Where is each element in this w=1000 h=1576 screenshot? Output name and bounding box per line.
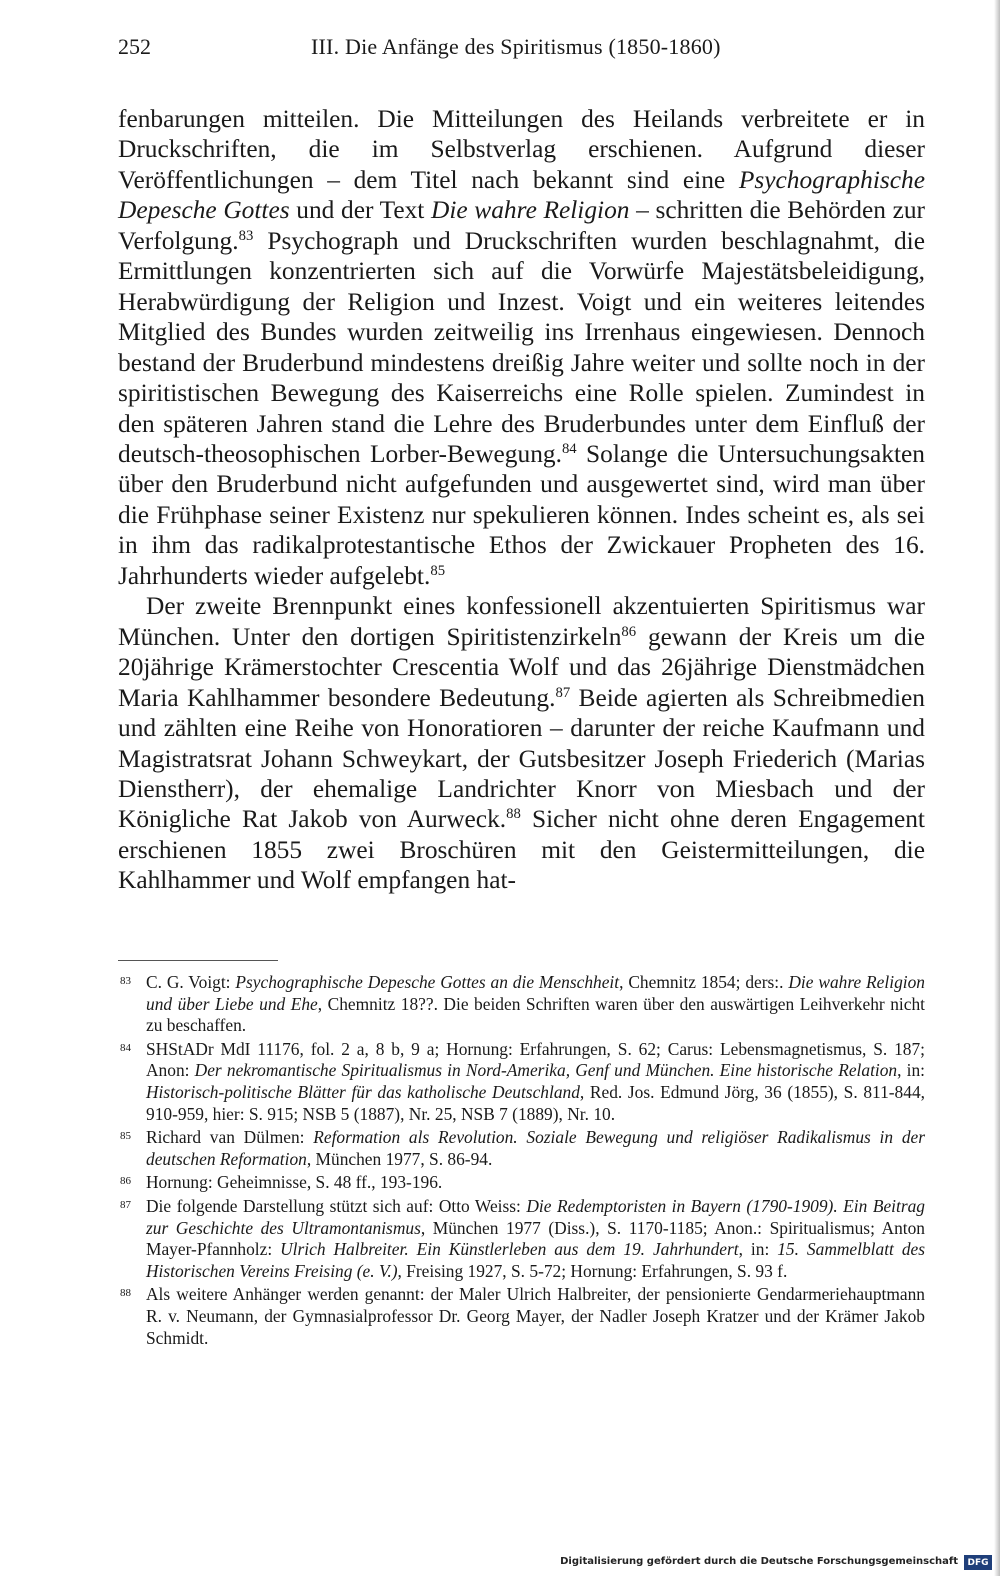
footnote-88 xyxy=(118,1284,925,1349)
footnote-ref-85[interactable]: 85 xyxy=(430,562,446,579)
text-run: und der Text xyxy=(289,196,431,225)
running-header xyxy=(118,34,925,70)
title-die-wahre-religion: Die wahre Religion xyxy=(431,196,630,225)
footnotes xyxy=(118,972,925,1351)
footnote-number: 86 xyxy=(120,1175,131,1188)
footnote-85 xyxy=(118,1127,925,1170)
italic-title: Ulrich Halbreiter. Ein Künstlerleben aus dem 19. Jahrhundert xyxy=(280,1239,739,1260)
italic-title: Reformation als Revolution. Soziale Bewegung und religiöser Radikalismus in der deutschen Reformation xyxy=(146,1127,926,1169)
text-run: Richard van Dülmen: xyxy=(146,1127,314,1148)
footnote-number: 85 xyxy=(120,1130,131,1143)
footnote-ref-84[interactable]: 84 xyxy=(561,440,577,457)
text-run: Die folgende Darstellung stützt sich auf: Otto Weiss: xyxy=(146,1195,527,1216)
footnote-84 xyxy=(118,1039,925,1125)
footnote-number: 87 xyxy=(120,1198,131,1211)
italic-title: 15. Sammelblatt des Historischen Vereins Freising (e. V.) xyxy=(146,1239,925,1281)
footnote-number: 83 xyxy=(120,975,131,987)
footnote-86 xyxy=(118,1172,925,1194)
text-run: , in: xyxy=(897,1060,926,1081)
footnote-83 xyxy=(118,972,925,1037)
italic-title: Psychographische Depesche Gottes an die Menschheit xyxy=(235,972,620,992)
text-run: Hornung: Geheimnisse, S. 48 ff., 193-196. xyxy=(146,1172,443,1193)
footnote-number: 88 xyxy=(120,1287,131,1300)
text-run: , München 1977, S. 86-94. xyxy=(306,1148,493,1169)
dfg-logo: DFG xyxy=(964,1555,992,1570)
text-run: , München 1977 (Diss.), S. 1170-1185; Anon.: Spiritualismus; Anton Mayer-Pfannholz: xyxy=(146,1217,925,1260)
paragraph-2 xyxy=(118,591,925,896)
text-run: – schritten die Behörden zur Verfolgung. xyxy=(118,196,926,255)
digitization-credit: Digitalisierung gefördert durch die Deutsche Forschungsgemeinschaft xyxy=(560,1556,958,1567)
text-run: Solange die Untersuchungsakten über den Bruderbund nicht aufgefunden und ausgewertet sind, wird man über die Frühphase seiner Existenz nur spekulieren können. Indes scheint es, als sei in ihm das radikalprotestantische Ethos der Zwickauer Propheten des 16. Jahrhunderts wieder aufgelebt. xyxy=(118,439,925,590)
main-text xyxy=(118,104,925,896)
footnote-ref-83[interactable]: 83 xyxy=(238,227,254,244)
text-run: Psychograph und Druckschriften wurden beschlagnahmt, die Ermittlungen konzentrierten sich auf die Vorwürfe Majestätsbeleidigung, Herabwürdigung der Religion und Inzest. Voigt und ein weiteres leitendes Mitglied des Bundes wurden zeitweilig ins Irrenhaus eingewiesen. Dennoch bestand der Bruderbund mindestens dreißig Jahre weiter und sollte noch in der spiritistischen Bewegung des Kaiserreichs eine Rolle spielen. Zumindest in den späteren Jahren stand die Lehre des Bruderbundes unter dem Einfluß der deutsch-theosophischen Lorber-Bewegung. xyxy=(118,226,925,468)
footnote-ref-86[interactable]: 86 xyxy=(621,623,637,640)
footnote-ref-87[interactable]: 87 xyxy=(555,684,571,701)
running-title: III. Die Anfänge des Spiritismus (1850-1860) xyxy=(311,34,721,59)
text-run: Der zweite Brennpunkt eines konfessionell akzentuierten Spiritismus war München. Unter den dortigen Spiritistenzirkeln xyxy=(118,592,925,651)
italic-title: Die Redemptoristen in Bayern (1790-1909). Ein Beitrag zur Geschichte des Ultramontanismus xyxy=(146,1195,925,1238)
footnote-divider xyxy=(118,960,278,961)
page-number: 252 xyxy=(118,34,151,59)
text-run: SHStADr MdI 11176, fol. 2 a, 8 b, 9 a; Hornung: Erfahrungen, S. 62; Carus: Lebensmagnetismus, S. 187; Anon: xyxy=(146,1038,925,1081)
text-run: Beide agierten als Schreibmedien und zählten eine Reihe von Honoratioren – darunter der reiche Kaufmann und Magistratsrat Johann Schweykart, der Gutsbesitzer Joseph Friederich (Marias Dienstherr), der ehemalige Landrichter Knorr von Miesbach und der Königliche Rat Jakob von Aurweck. xyxy=(118,683,925,834)
text-run: fenbarungen mitteilen. Die Mitteilungen des Heilands verbreitete er in Druckschriften, die im Selbstverlag erschienen. Aufgrund dieser Veröffentlichungen – dem Titel nach bekannt sind eine xyxy=(118,105,925,194)
scan-page-edge xyxy=(994,0,1000,1576)
paragraph-1 xyxy=(118,104,925,591)
text-run: , Chemnitz 1854; ders:. xyxy=(619,972,789,992)
title-psychographische-depesche: Psychographische Depesche Gottes xyxy=(118,165,925,225)
text-run: , Freising 1927, S. 5-72; Hornung: Erfahrungen, S. 93 f. xyxy=(397,1260,788,1281)
footnote-number: 84 xyxy=(120,1041,131,1054)
italic-title: Der nekromantische Spiritualismus in Nord-Amerika, Genf und München. Eine historische Relation xyxy=(194,1060,898,1081)
text-run: C. G. Voigt: xyxy=(146,972,236,992)
text-run: , in: xyxy=(738,1239,778,1260)
footnote-87 xyxy=(118,1196,925,1282)
italic-title: Die wahre Religion und über Liebe und Ehe xyxy=(146,972,925,1014)
text-run: Sicher nicht ohne deren Engagement erschienen 1855 zwei Broschüren mit den Geistermitteilungen, die Kahlhammer und Wolf empfangen hat- xyxy=(118,805,925,895)
text-run: Als weitere Anhänger werden genannt: der Maler Ulrich Halbreiter, der pensionierte Gendarmeriehauptmann R. v. Neumann, der Gymnasialprofessor Dr. Georg Mayer, der Nadler Joseph Kratzer und der Krämer Jakob Schmidt. xyxy=(146,1284,925,1348)
italic-title: Historisch-politische Blätter für das katholische Deutschland xyxy=(146,1081,580,1102)
text-run: , Red. Jos. Edmund Jörg, 36 (1855), S. 811-844, 910-959, hier: S. 915; NSB 5 (1887), Nr. 25, NSB 7 (1889), Nr. 10. xyxy=(146,1081,925,1124)
footnote-ref-88[interactable]: 88 xyxy=(506,806,521,823)
text-run: gewann der Kreis um die 20jährige Krämerstochter Crescentia Wolf und das 26jährige Dienstmädchen Maria Kahlhammer besondere Bedeutung. xyxy=(118,622,925,712)
text-run: , Chemnitz 18??. Die beiden Schriften waren über den auswärtigen Leihverkehr nicht zu beschaffen. xyxy=(146,993,925,1036)
